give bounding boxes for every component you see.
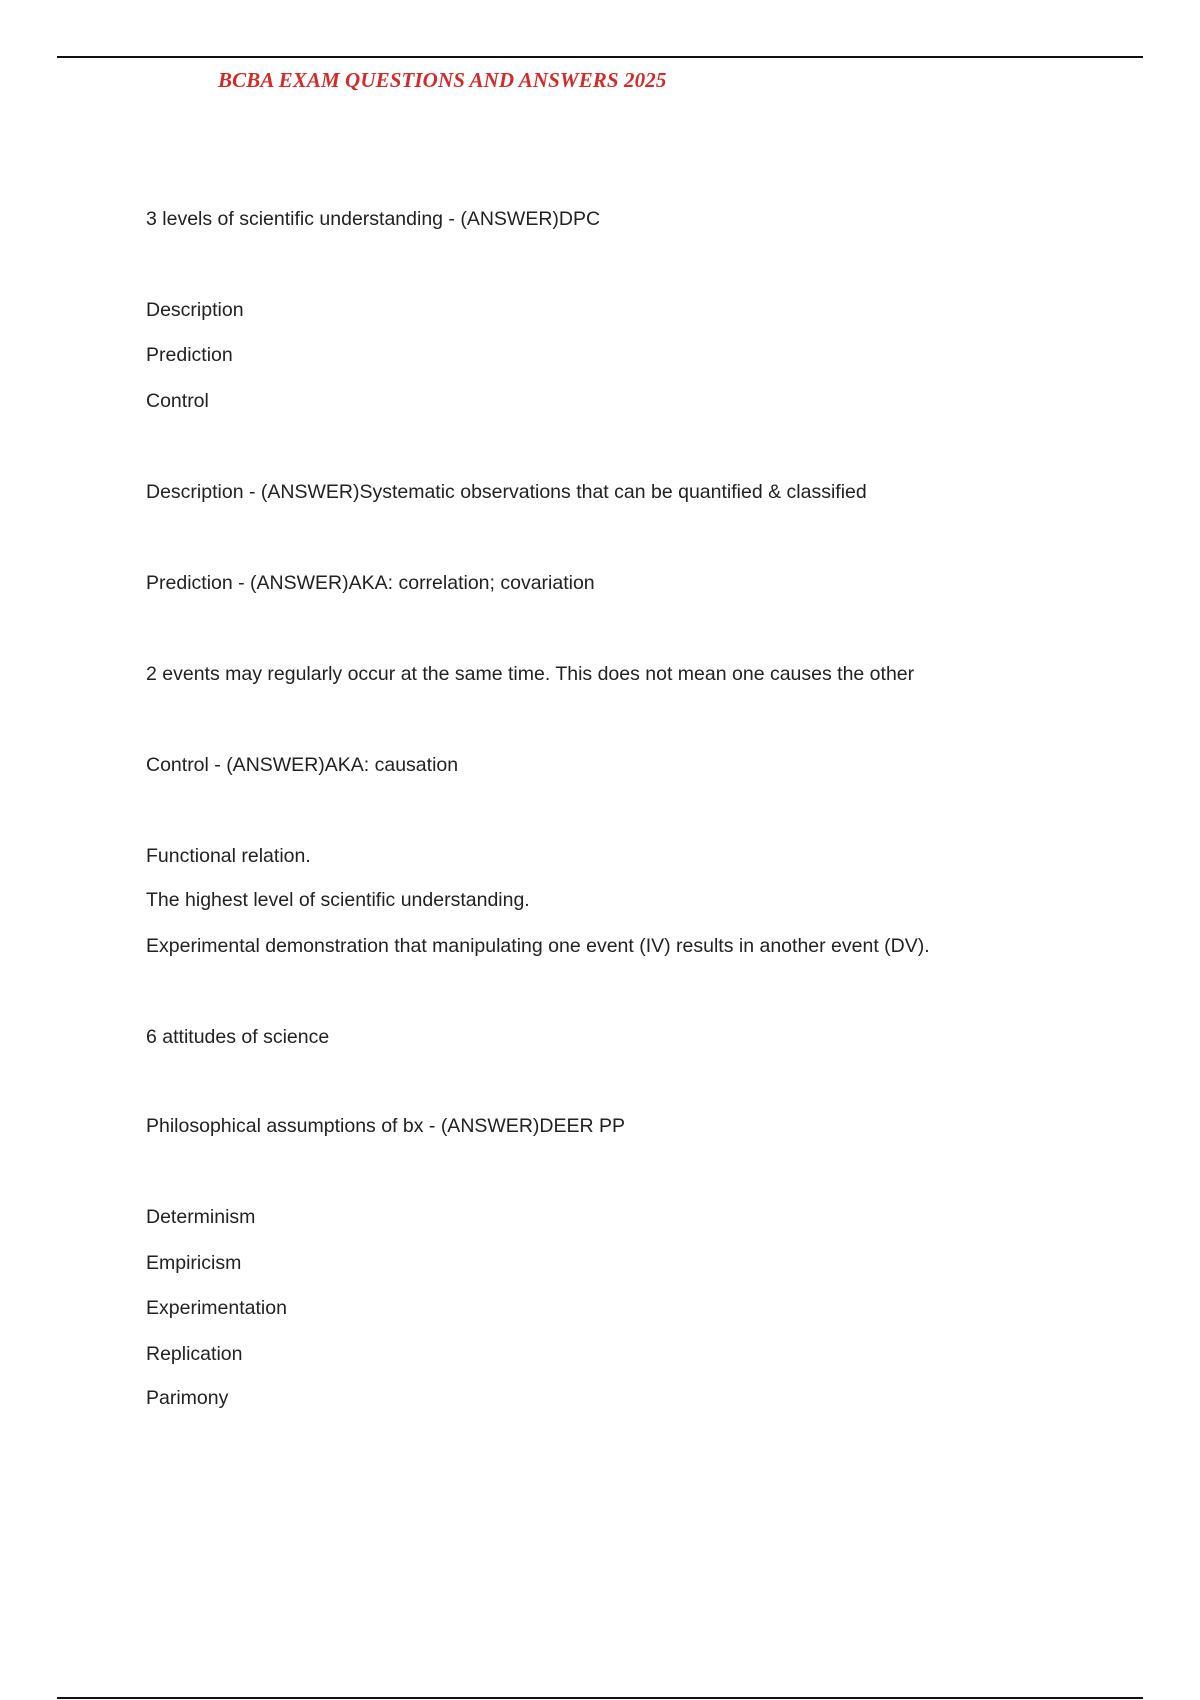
answer-line: Experimental demonstration that manipulating one event (IV) results in another event (DV). bbox=[146, 935, 930, 957]
answer-line: Parimony bbox=[146, 1387, 229, 1409]
answer-line: 2 events may regularly occur at the same time. This does not mean one causes the other bbox=[146, 663, 915, 685]
question-line: Description - (ANSWER)Systematic observations that can be quantified & classified bbox=[146, 481, 867, 503]
answer-line: Replication bbox=[146, 1343, 243, 1365]
answer-line: Functional relation. bbox=[146, 845, 311, 867]
question-line: Prediction - (ANSWER)AKA: correlation; covariation bbox=[146, 572, 595, 594]
answer-line: Determinism bbox=[146, 1206, 256, 1228]
document-header-title: BCBA EXAM QUESTIONS AND ANSWERS 2025 bbox=[218, 68, 667, 92]
answer-line: The highest level of scientific understanding. bbox=[146, 889, 530, 911]
answer-line: Control bbox=[146, 390, 209, 412]
question-line: 6 attitudes of science bbox=[146, 1026, 330, 1048]
answer-line: Experimentation bbox=[146, 1297, 287, 1319]
question-line: 3 levels of scientific understanding - (ANSWER)DPC bbox=[146, 208, 601, 230]
answer-line: Prediction bbox=[146, 344, 233, 366]
question-line: Control - (ANSWER)AKA: causation bbox=[146, 754, 459, 776]
question-line: Philosophical assumptions of bx - (ANSWER)DEER PP bbox=[146, 1115, 625, 1137]
footer-rule bbox=[57, 1697, 1143, 1699]
answer-line: Description bbox=[146, 299, 244, 321]
header-rule bbox=[57, 56, 1143, 58]
answer-line: Empiricism bbox=[146, 1252, 242, 1274]
